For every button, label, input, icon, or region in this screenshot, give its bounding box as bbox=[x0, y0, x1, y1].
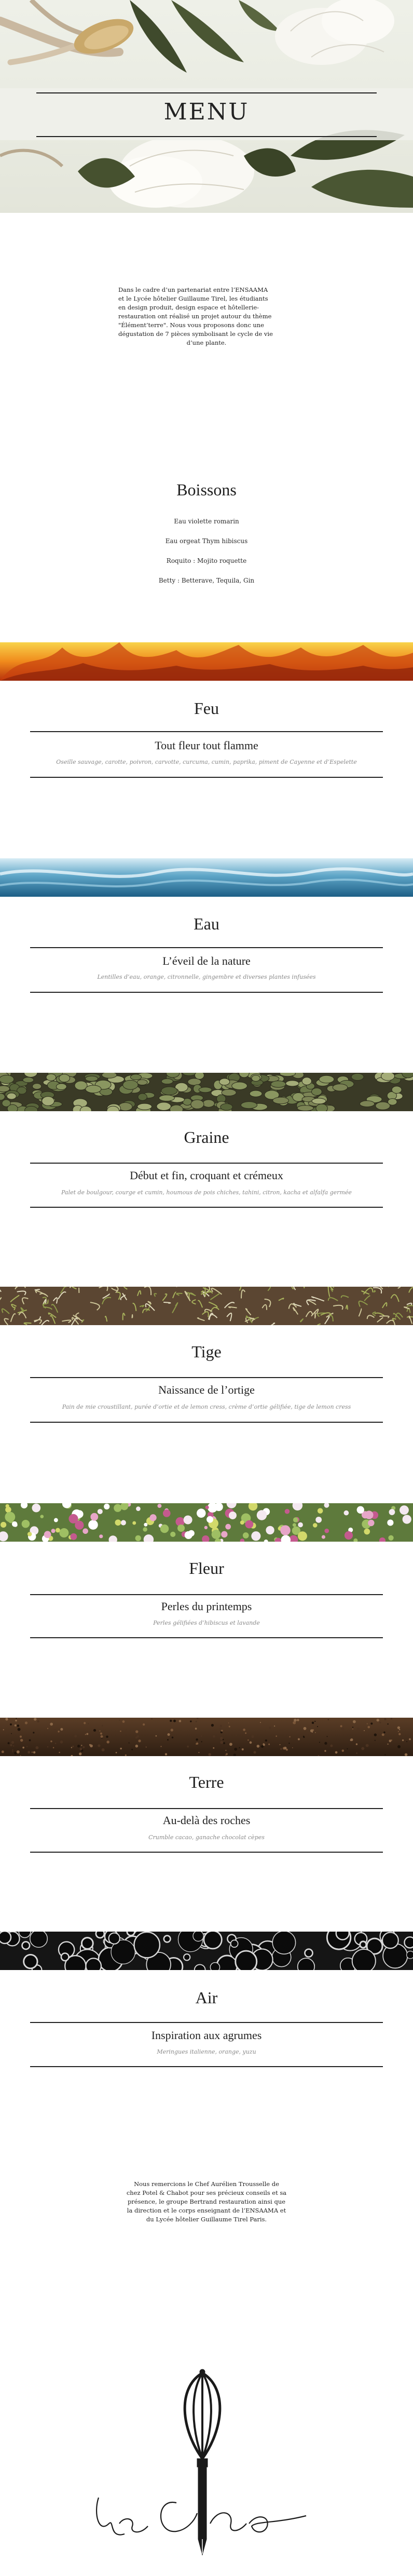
dish-ingredients: Crumble cacao, ganache chocolat cèpes bbox=[148, 1834, 265, 1841]
divider bbox=[30, 2022, 383, 2023]
dish-name: Perles du printemps bbox=[161, 1600, 252, 1613]
eau-title: Eau bbox=[194, 914, 219, 933]
divider bbox=[30, 777, 383, 778]
intro-paragraph bbox=[118, 286, 295, 347]
menu-rule-top bbox=[36, 92, 377, 93]
dish-name: Début et fin, croquant et crémeux bbox=[130, 1169, 283, 1182]
thanks-paragraph bbox=[118, 2180, 295, 2224]
soil-image-band bbox=[0, 1718, 413, 1756]
dish-name: L’éveil de la nature bbox=[162, 954, 251, 967]
thanks-line: présence, le groupe Bertrand restauration ainsi que bbox=[127, 2198, 286, 2205]
divider bbox=[30, 1422, 383, 1423]
divider bbox=[30, 1163, 383, 1164]
dish-name: Au-delà des roches bbox=[162, 1814, 251, 1827]
dish-ingredients: Lentilles d’eau, orange, citronnelle, gingembre et diverses plantes infusées bbox=[97, 974, 316, 980]
fire-image-band bbox=[0, 642, 413, 681]
intro-line: Dans le cadre d’un partenariat entre l’ENSAAMA bbox=[118, 286, 268, 293]
graine-title: Graine bbox=[184, 1128, 229, 1147]
flowers-image-band bbox=[0, 1503, 413, 1542]
tige-title: Tige bbox=[191, 1342, 222, 1361]
divider bbox=[30, 731, 383, 732]
divider bbox=[30, 1207, 383, 1208]
divider bbox=[30, 1852, 383, 1853]
intro-line: et le Lycée hôtelier Guillaume Tirel, les étudiants bbox=[118, 295, 268, 302]
air-title: Air bbox=[195, 1988, 218, 2007]
page-title: MENU bbox=[163, 99, 250, 125]
dish-ingredients: Oseille sauvage, carotte, poivron, carvotte, curcuma, cumin, paprika, piment de Cayenne et d’Espelette bbox=[56, 759, 357, 765]
seeds-image-band bbox=[0, 1073, 413, 1111]
whisk-icon bbox=[185, 2369, 220, 2555]
fleur-title: Fleur bbox=[189, 1559, 224, 1577]
thanks-line: chez Potel & Chabot pour ses précieux conseils et sa bbox=[126, 2189, 287, 2196]
thanks-line: du Lycée hôtelier Guillaume Tirel Paris. bbox=[146, 2216, 267, 2223]
divider bbox=[30, 1637, 383, 1638]
intro-line: en design produit, design espace et hôtellerie- bbox=[118, 304, 259, 311]
divider bbox=[30, 2066, 383, 2067]
divider bbox=[30, 1377, 383, 1378]
terre-title: Terre bbox=[189, 1773, 224, 1791]
intro-line: restauration ont réalisé un projet autour du thème bbox=[118, 313, 272, 320]
drink-item: Eau violette romarin bbox=[174, 518, 239, 525]
boissons-title: Boissons bbox=[176, 480, 237, 499]
dish-ingredients: Meringues italienne, orange, yuzu bbox=[157, 2048, 256, 2055]
drink-item: Roquito : Mojito roquette bbox=[166, 557, 247, 564]
bubbles-image-band bbox=[0, 1932, 413, 1970]
intro-line: dégustation de 7 pièces symbolisant le cycle de vie bbox=[118, 330, 273, 338]
intro-line: "Élément’terre". Nous vous proposons donc une bbox=[118, 321, 264, 329]
divider bbox=[30, 992, 383, 993]
sprouts-image-band bbox=[0, 1287, 413, 1325]
intro-line: d’une plante. bbox=[186, 339, 227, 346]
dish-ingredients: Perles gélifiées d’hibiscus et lavande bbox=[153, 1620, 260, 1626]
divider bbox=[30, 1808, 383, 1809]
water-image-band bbox=[0, 858, 413, 897]
drink-item: Betty : Betterave, Tequila, Gin bbox=[158, 577, 255, 584]
dish-ingredients: Pain de mie croustillant, purée d’ortie et de lemon cress, crème d’ortie gélifiée, tige de lemon cress bbox=[62, 1404, 351, 1410]
thanks-line: la direction et le corps enseignant de l’ENSAAMA et bbox=[127, 2207, 286, 2214]
thanks-line: Nous remercions le Chef Aurélien Trousselle de bbox=[134, 2180, 279, 2188]
le-cabo-logo bbox=[78, 2368, 327, 2565]
divider bbox=[30, 1594, 383, 1595]
menu-rule-bottom bbox=[36, 136, 377, 137]
dish-name: Inspiration aux agrumes bbox=[151, 2029, 262, 2042]
feu-title: Feu bbox=[194, 699, 219, 718]
hero-banner bbox=[0, 0, 413, 213]
divider bbox=[30, 947, 383, 948]
drink-item: Eau orgeat Thym hibiscus bbox=[165, 537, 248, 545]
dish-ingredients: Palet de boulgour, courge et cumin, houmous de pois chiches, tahini, citron, kacha et alfalfa germée bbox=[61, 1189, 352, 1196]
dish-name: Naissance de l’ortige bbox=[158, 1383, 255, 1396]
dish-name: Tout fleur tout flamme bbox=[155, 739, 258, 752]
